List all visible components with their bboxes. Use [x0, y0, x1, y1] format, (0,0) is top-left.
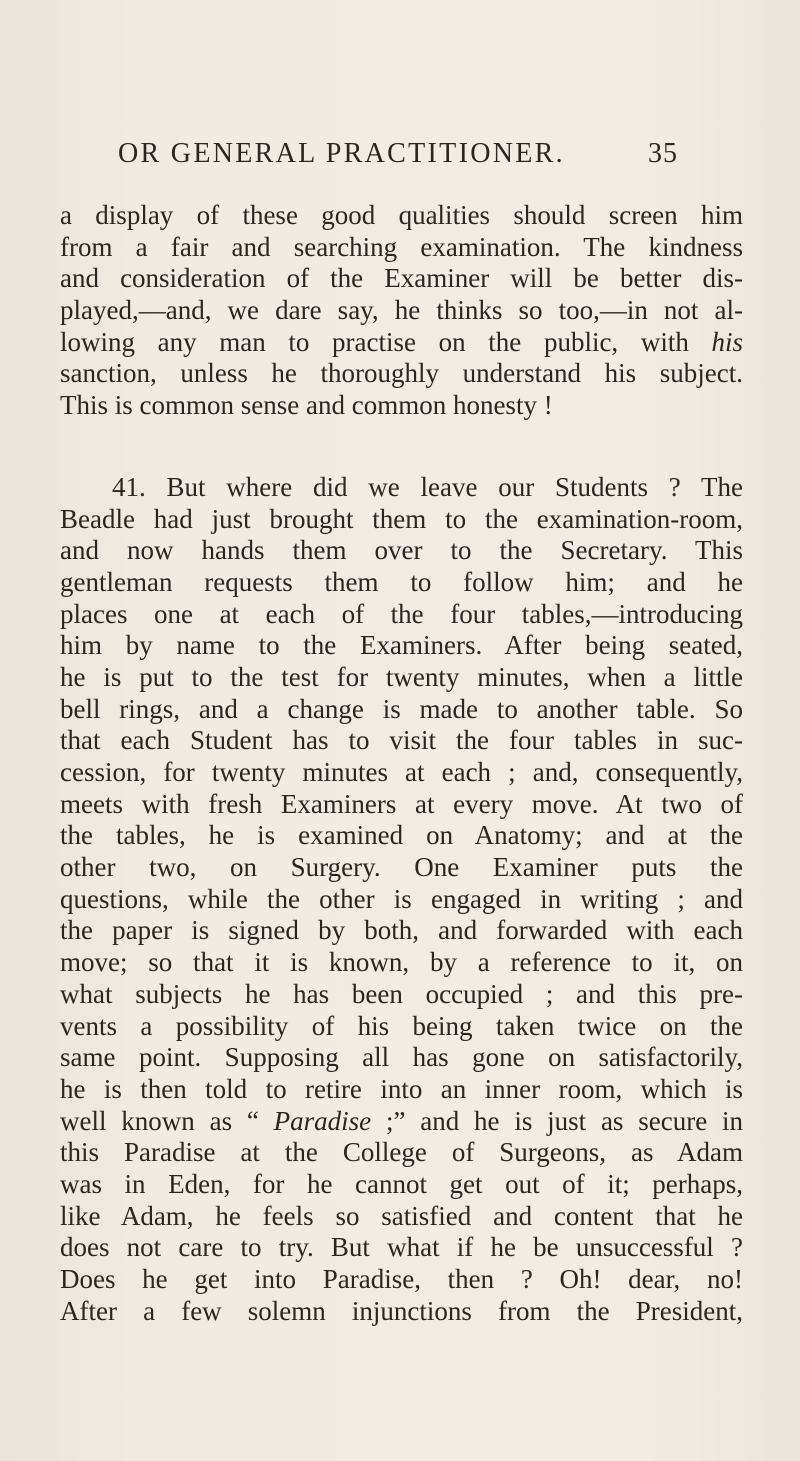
- text-line: that each Student has to visit the four tables in suc-: [60, 725, 743, 756]
- paragraph-1: [60, 200, 743, 422]
- text-line: was in Eden, for he cannot get out of it; perhaps,: [60, 1168, 743, 1199]
- text-line: a display of these good qualities should screen him: [60, 200, 743, 230]
- text-line: 41. But where did we leave our Students ? The: [112, 471, 743, 502]
- italic-word: his: [711, 326, 743, 357]
- text-line: cession, for twenty minutes at each ; and, consequently,: [60, 757, 743, 787]
- text-line: sanction, unless he thoroughly understand his subject.: [60, 358, 743, 389]
- text-line: from a fair and searching examination. The kindness: [60, 231, 743, 262]
- text-line: bell rings, and a change is made to another table. So: [60, 693, 743, 724]
- text-line: he is then told to retire into an inner room, which is: [60, 1073, 743, 1104]
- text-line: does not care to try. But what if he be unsuccessful ?: [60, 1232, 743, 1263]
- text-line: this Paradise at the College of Surgeons, as Adam: [60, 1137, 743, 1168]
- text-line: him by name to the Examiners. After being seated,: [60, 630, 743, 661]
- text-line: same point. Supposing all has gone on satisfactorily,: [60, 1042, 743, 1073]
- text-line: like Adam, he feels so satisfied and content that he: [60, 1200, 743, 1231]
- text-line: what subjects he has been occupied ; and this pre-: [60, 978, 743, 1009]
- text-line: gentleman requests them to follow him; and he: [60, 566, 743, 597]
- text-line: the paper is signed by both, and forwarded with each: [60, 915, 743, 946]
- text-line: and now hands them over to the Secretary. This: [60, 535, 743, 566]
- text-line: This is common sense and common honesty !: [60, 390, 553, 421]
- text-line: lowing any man to practise on the public, with his: [60, 326, 743, 357]
- running-title: OR GENERAL PRACTITIONER.: [118, 138, 565, 169]
- body-text: [60, 200, 743, 1327]
- text-line: and consideration of the Examiner will be better dis-: [60, 263, 743, 294]
- text-line: move; so that it is known, by a reference to it, on: [60, 947, 743, 978]
- running-head: [118, 138, 678, 178]
- text-line: he is put to the test for twenty minutes, when a little: [60, 661, 743, 692]
- text-line: Does he get into Paradise, then ? Oh! dear, no!: [60, 1264, 743, 1294]
- text-line: places one at each of the four tables,—introducing: [60, 598, 743, 629]
- paragraph-2: [60, 472, 743, 1328]
- text-line: vents a possibility of his being taken twice on the: [60, 1010, 743, 1041]
- paragraph-gap: [60, 422, 743, 472]
- text-line: the tables, he is examined on Anatomy; and at the: [60, 820, 743, 851]
- text-line: meets with fresh Examiners at every move. At two of: [60, 788, 743, 819]
- text-line: other two, on Surgery. One Examiner puts the: [60, 852, 743, 883]
- text-line: played,—and, we dare say, he thinks so too,—in not al-: [60, 295, 743, 326]
- text-line: questions, while the other is engaged in writing ; and: [60, 883, 743, 914]
- page-number: 35: [648, 138, 678, 169]
- text-line: Beadle had just brought them to the examination-room,: [60, 503, 743, 534]
- italic-word: Paradise: [273, 1105, 372, 1136]
- text-line: well known as “ Paradise ;” and he is just as secure in: [60, 1105, 743, 1136]
- text-line: After a few solemn injunctions from the President,: [60, 1295, 743, 1326]
